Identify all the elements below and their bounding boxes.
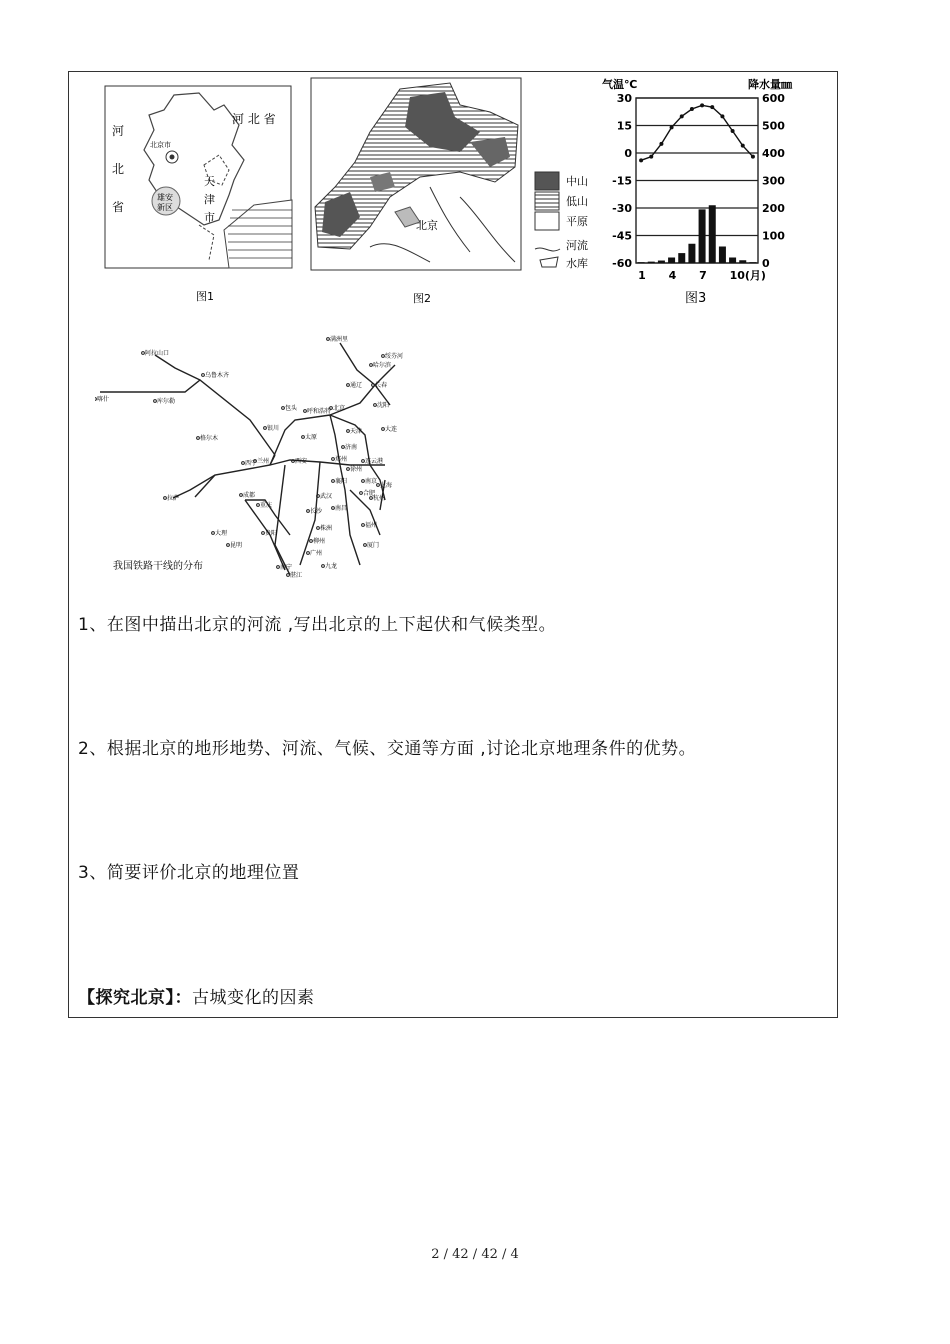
fig1-label-hebei-left-2: 北: [112, 162, 125, 176]
fig3-precip-bar: [638, 262, 645, 263]
rail-city-label: 西安: [295, 458, 308, 465]
fig2-legend-heliu: 河流: [566, 239, 588, 252]
rail-city-dot: [322, 565, 325, 568]
fig3-precip-bar: [739, 260, 746, 263]
rail-city-label: 呼和浩特: [307, 408, 332, 415]
rail-city-dot: [360, 492, 363, 495]
fig3-temp-tick: 0: [624, 147, 632, 160]
explore-beijing-heading: [78, 983, 315, 1008]
rail-city-label: 济南: [345, 444, 358, 451]
fig1-label-hebei-left-1: 河: [112, 124, 125, 138]
rail-city-label: 兰州: [257, 458, 270, 465]
rail-city-label: 天津: [350, 428, 363, 435]
question-2: 2、根据北京的地形地势、河流、气候、交通等方面 ,讨论北京地理条件的优势。: [78, 739, 697, 759]
fig3-precip-bar: [709, 205, 716, 263]
explore-beijing-topic: 古城变化的因素: [192, 988, 315, 1008]
fig3-x-tick: 7: [699, 269, 707, 282]
rail-city-label: 长沙: [310, 508, 323, 515]
figure-1-map: [104, 85, 294, 315]
rail-city-dot: [304, 410, 307, 413]
rail-city-label: 南京: [365, 478, 378, 485]
fig1-label-xiongan-2: 新区: [157, 203, 173, 212]
fig1-label-hebei-left-3: 省: [112, 200, 125, 214]
fig3-precip-tick: 500: [762, 119, 785, 133]
rail-city-label: 绥芬河: [385, 353, 404, 360]
rail-city-dot: [257, 504, 260, 507]
explore-beijing-label: 【探究北京】：: [78, 988, 192, 1008]
rail-city-dot: [317, 495, 320, 498]
rail-city-dot: [342, 446, 345, 449]
rail-city-label: 满洲里: [330, 336, 349, 343]
fig3-precip-tick: 0: [762, 257, 770, 270]
fig2-legend-dishan: 低山: [566, 195, 588, 208]
fig3-temp-point: [649, 155, 653, 159]
fig3-temp-point: [720, 114, 724, 118]
fig1-label-tianjin-3: 市: [204, 211, 215, 224]
rail-city-label: 上海: [380, 482, 393, 489]
rail-city-label: 通辽: [350, 382, 363, 389]
rail-city-dot: [202, 374, 205, 377]
fig3-precip-bar: [688, 244, 695, 263]
rail-city-dot: [362, 480, 365, 483]
fig3-temp-axis-label: 气温℃: [602, 78, 638, 91]
rail-city-dot: [370, 364, 373, 367]
rail-city-dot: [332, 458, 335, 461]
rail-city-dot: [302, 436, 305, 439]
rail-city-dot: [370, 497, 373, 500]
rail-city-label: 沈阳: [377, 402, 390, 409]
fig3-temp-tick: -15: [612, 174, 632, 188]
rail-city-label: 徐州: [350, 466, 363, 473]
rail-city-label: 长春: [375, 382, 388, 389]
rail-city-dot: [292, 460, 295, 463]
fig3-temp-point: [710, 105, 714, 109]
fig3-precip-bar: [749, 262, 756, 263]
rail-city-label: 北京: [333, 405, 346, 412]
rail-city-dot: [382, 355, 385, 358]
fig3-temp-tick: -60: [612, 257, 632, 270]
page-footer: 2 / 42 / 42 / 4: [431, 1247, 519, 1262]
rail-city-dot: [362, 524, 365, 527]
rail-city-label: 柳州: [313, 538, 326, 545]
rail-city-label: 南宁: [280, 564, 293, 571]
fig1-label-tianjin-2: 津: [204, 193, 215, 206]
rail-city-dot: [347, 384, 350, 387]
rail-city-label: 喀什: [97, 396, 110, 403]
fig3-precip-axis-label: 降水量㎜: [748, 78, 792, 91]
rail-city-label: 拉萨: [167, 495, 180, 502]
rail-city-label: 福州: [365, 522, 378, 529]
fig3-x-tick: 10(月): [729, 269, 766, 282]
rail-city-label: 成都: [243, 492, 256, 499]
rail-city-label: 库尔勒: [157, 398, 176, 405]
rail-city-dot: [282, 407, 285, 410]
rail-city-dot: [197, 437, 200, 440]
rail-city-label: 重庆: [260, 502, 273, 509]
fig3-temp-point: [751, 155, 755, 159]
fig1-label-xiongan-1: 雄安: [157, 193, 173, 202]
fig3-precip-bar: [648, 262, 655, 263]
rail-city-dot: [327, 338, 330, 341]
rail-city-dot: [242, 462, 245, 465]
fig3-precip-tick: 300: [762, 174, 785, 188]
rail-city-dot: [374, 404, 377, 407]
fig3-precip-tick: 100: [762, 229, 785, 243]
rail-city-label: 太原: [305, 434, 318, 441]
fig3-temp-tick: 15: [616, 119, 632, 133]
fig3-temp-point: [741, 144, 745, 148]
fig3-temp-tick: 30: [616, 92, 632, 105]
rail-city-label: 厦门: [367, 542, 380, 549]
rail-city-label: 贵阳: [265, 530, 278, 537]
rail-city-label: 昆明: [230, 542, 243, 549]
rail-city-dot: [154, 400, 157, 403]
fig3-caption: 图3: [685, 291, 707, 306]
rail-city-dot: [377, 484, 380, 487]
rail-city-label: 郑州: [335, 456, 348, 463]
rail-city-dot: [372, 384, 375, 387]
rail-city-label: 南昌: [335, 505, 348, 512]
fig1-label-hebei-top: 河 北 省: [232, 112, 276, 126]
question-1: 1、在图中描出北京的河流 ,写出北京的上下起伏和气候类型。: [78, 615, 557, 635]
fig3-temp-point: [639, 158, 643, 162]
rail-city-dot: [310, 540, 313, 543]
rail-city-dot: [317, 527, 320, 530]
fig3-precip-tick: 400: [762, 147, 785, 160]
rail-city-dot: [332, 480, 335, 483]
fig3-temp-point: [731, 129, 735, 133]
rail-city-label: 襄阳: [335, 478, 348, 485]
rail-city-label: 大理: [215, 530, 228, 537]
rail-city-label: 株洲: [320, 525, 333, 532]
rail-city-dot: [382, 428, 385, 431]
rail-city-label: 大连: [385, 426, 398, 433]
rail-city-dot: [264, 427, 267, 430]
railway-map: [95, 335, 435, 580]
rail-city-dot: [307, 552, 310, 555]
rail-city-label: 阿拉山口: [145, 350, 170, 357]
fig3-temp-point: [659, 142, 663, 146]
fig3-precip-tick: 200: [762, 202, 785, 215]
fig3-temp-point: [700, 103, 704, 107]
fig3-temp-line: [641, 105, 753, 160]
railway-map-caption: 我国铁路干线的分布: [113, 561, 203, 572]
fig1-label-tianjin-1: 天: [204, 175, 215, 188]
fig3-precip-bar: [699, 209, 706, 263]
rail-city-dot: [212, 532, 215, 535]
fig3-temp-tick: -30: [612, 202, 632, 215]
rail-city-dot: [364, 544, 367, 547]
rail-city-dot: [227, 544, 230, 547]
rail-city-dot: [142, 352, 145, 355]
fig3-x-tick: 4: [668, 269, 677, 282]
fig1-label-beijing-city: 北京市: [150, 141, 171, 149]
fig3-precip-bar: [658, 261, 665, 263]
rail-city-label: 哈尔滨: [373, 362, 392, 369]
rail-city-dot: [287, 574, 290, 577]
rail-city-label: 银川: [267, 425, 280, 432]
rail-city-dot: [164, 497, 167, 500]
rail-city-label: 格尔木: [200, 435, 219, 442]
fig2-legend-pingyuan: 平原: [566, 215, 588, 228]
rail-city-label: 广州: [310, 550, 323, 557]
fig1-caption: 图1: [196, 290, 214, 303]
fig3-temp-point: [670, 125, 674, 129]
rail-city-label: 杭州: [373, 495, 386, 502]
fig3-x-tick: 1: [638, 269, 646, 282]
fig3-precip-bar: [668, 258, 675, 264]
fig3-precip-bar: [678, 253, 685, 263]
figure-2-terrain-map: [310, 77, 600, 312]
fig3-precip-tick: 600: [762, 92, 785, 105]
rail-city-dot: [307, 510, 310, 513]
fig2-legend-zhongshan: 中山: [566, 175, 588, 188]
rail-city-label: 武汉: [320, 493, 333, 500]
rail-city-dot: [332, 507, 335, 510]
fig3-temp-tick: -45: [612, 229, 632, 243]
rail-city-label: 包头: [285, 405, 298, 412]
rail-city-label: 九龙: [325, 563, 338, 570]
rail-city-dot: [347, 468, 350, 471]
figure-3-climate-chart: [600, 76, 810, 311]
fig3-precip-bar: [729, 258, 736, 264]
rail-city-label: 乌鲁木齐: [205, 372, 230, 379]
rail-city-dot: [347, 430, 350, 433]
rail-city-label: 连云港: [365, 458, 384, 465]
fig3-temp-point: [690, 107, 694, 111]
rail-city-dot: [240, 494, 243, 497]
question-3: 3、简要评价北京的地理位置: [78, 863, 300, 883]
fig2-legend-shuiku: 水库: [566, 257, 588, 270]
rail-city-dot: [262, 532, 265, 535]
rail-city-label: 合肥: [363, 490, 376, 497]
fig3-temp-point: [680, 114, 684, 118]
fig2-caption: 图2: [413, 292, 431, 305]
rail-city-label: 湛江: [290, 572, 303, 579]
fig2-city-label: 北京: [416, 219, 438, 232]
fig3-precip-bar: [719, 247, 726, 264]
rail-city-dot: [277, 566, 280, 569]
rail-city-label: 西宁: [245, 460, 258, 467]
rail-city-dot: [362, 460, 365, 463]
